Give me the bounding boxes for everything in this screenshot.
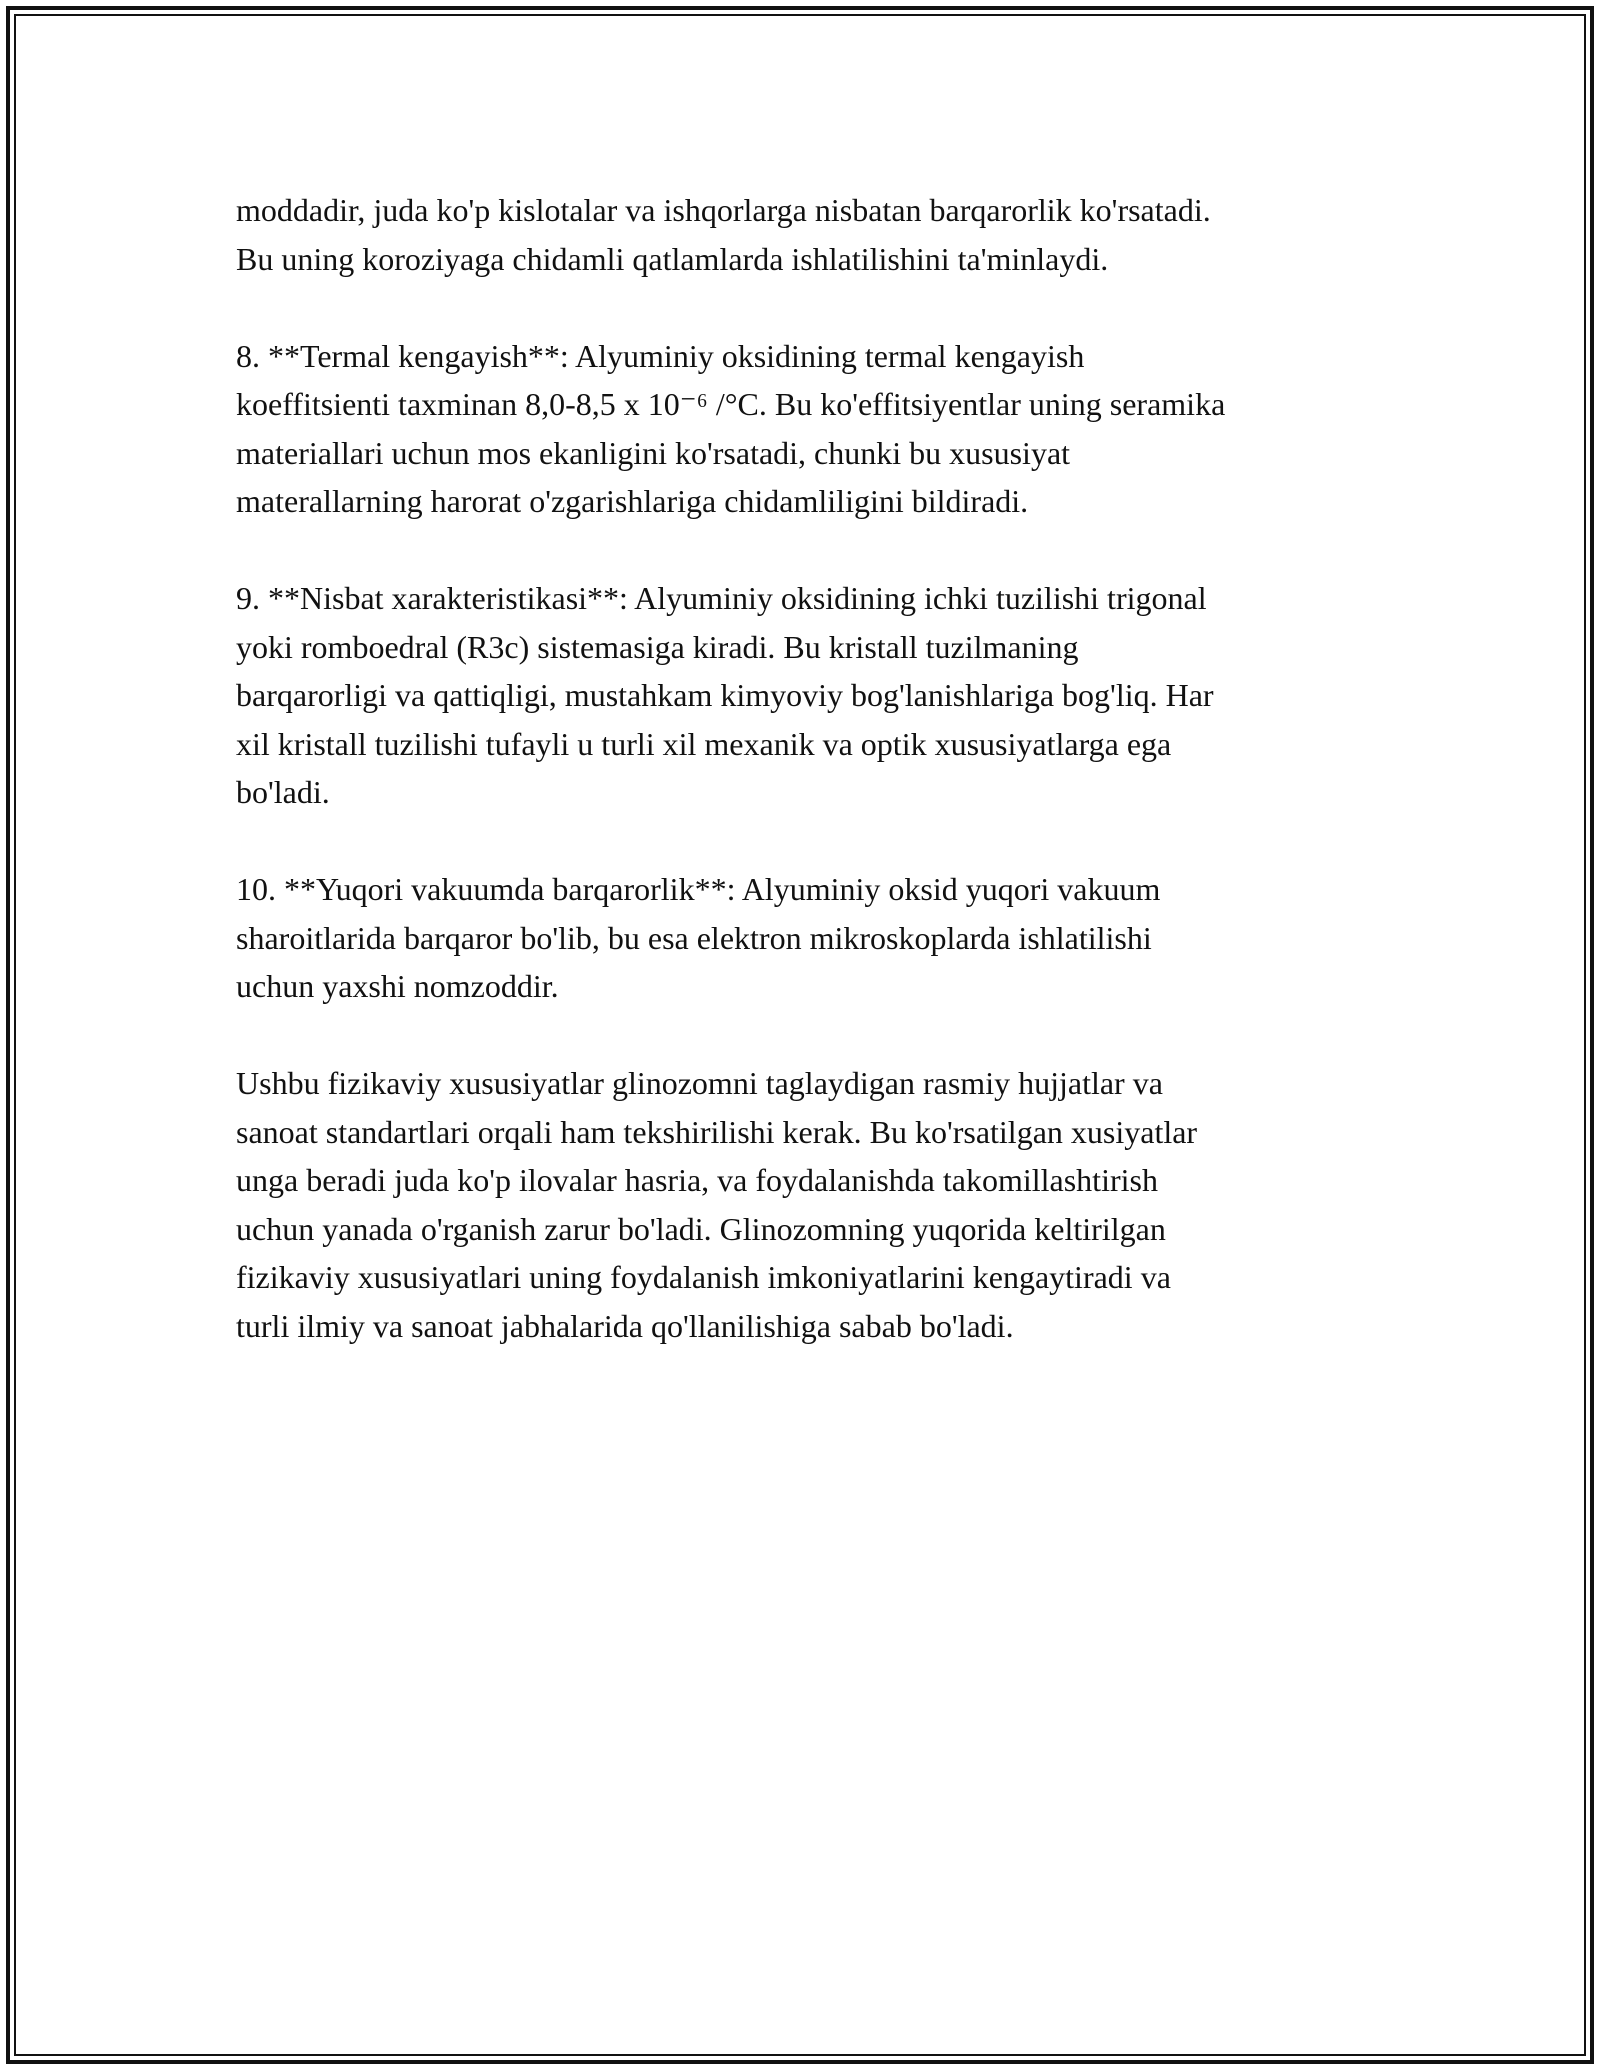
paragraph-conclusion: Ushbu fizikaviy xususiyatlar glinozomni taglaydigan rasmiy hujjatlar va sanoat standartlari orqali ham tekshirilishi kerak. Bu ko'rsatilgan xusiyatlar unga beradi juda ko'p ilovalar hasria, va foydalanishda takomillashtirish uchun yanada o'rganish zarur bo'ladi. Glinozomning yuqorida keltirilgan fizikaviy xususiyatlari uning foydalanish imkoniyatlarini kengaytiradi va turli ilmiy va sanoat jabhalarida qo'llanilishiga sabab bo'ladi. xyxy=(236,1065,1198,1344)
paragraph-crystal-structure: 9. **Nisbat xarakteristikasi**: Alyuminiy oksidining ichki tuzilishi trigonal yoki romboedral (R3c) sistemasiga kiradi. Bu kristall tuzilmaning barqarorligi va qattiqligi, mustahkam kimyoviy bog'lanishlariga bog'liq. Har xil kristall tuzilishi tufayli u turli xil mexanik va optik xususiyatlarga ega bo'ladi. xyxy=(236,580,1214,810)
paragraph-vacuum-stability: 10. **Yuqori vakuumda barqarorlik**: Alyuminiy oksid yuqori vakuum sharoitlarida barqaror bo'lib, bu esa elektron mikroskoplarda ishlatilishi uchun yaxshi nomzoddir. xyxy=(236,871,1161,1004)
paragraph-thermal-expansion: 8. **Termal kengayish**: Alyuminiy oksidining termal kengayish koeffitsienti taxminan 8,0-8,5 x 10⁻⁶ /°C. Bu ko'effitsiyentlar uning seramika materiallari uchun mos ekanligini ko'rsatadi, chunki bu xususiyat materallarning harorat o'zgarishlariga chidamliligini bildiradi. xyxy=(236,337,1226,519)
paragraph-corrosion-resistance: moddadir, juda ko'p kislotalar va ishqorlarga nisbatan barqarorlik ko'rsatadi. Bu uning koroziyaga chidamli qatlamlarda ishlatilishini ta'minlaydi. xyxy=(236,192,1211,277)
document-body xyxy=(236,186,1376,1399)
